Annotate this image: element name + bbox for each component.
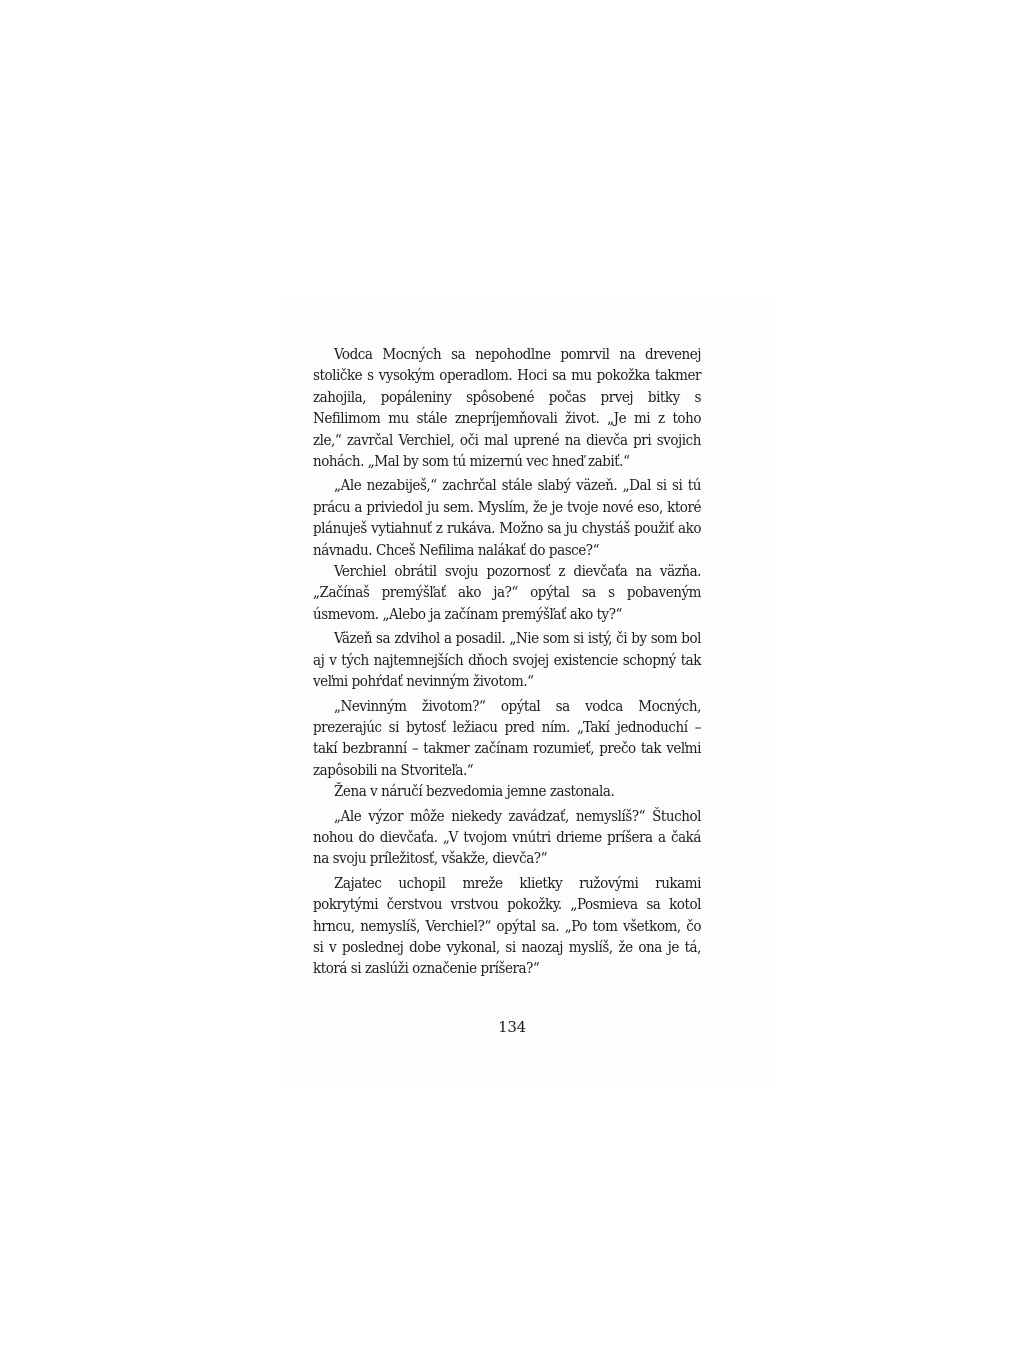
paragraph-4: Väzeň sa zdvihol a posadil. „Nie som si istý, či by som bol aj v tých najtemnejších dňoch svojej existencie schopný tak veľmi pohŕdať nevinným životom.“ (313, 629, 701, 691)
paragraph-3: Verchiel obrátil svoju pozornosť z dievčaťa na väzňa. „Začínaš premýšľať ako ja?“ opýtal sa s pobaveným úsmevom. „Alebo ja začínam premýšľať ako ty?“ (313, 562, 701, 623)
paragraph-7: „Ale výzor môže niekedy zavádzať, nemyslíš?“ Štuchol nohou do dievčaťa. „V tvojom vnútri drieme príšera a čaká na svoju príležitosť, všakže, dievča?“ (313, 806, 701, 868)
body-text (313, 344, 701, 980)
page-number: 134 (498, 1018, 526, 1036)
paragraph-6: Žena v náručí bezvedomia jemne zastonala. (334, 782, 615, 801)
paragraph-8: Zajatec uchopil mreže klietky ružovými rukami pokrytými čerstvou vrstvou pokožky. „Posmieva sa kotol hrncu, nemyslíš, Verchiel?“ opýtal sa. „Po tom všetkom, čo si v poslednej dobe vykonal, si naozaj myslíš, že ona je tá, ktorá si zaslúži označenie príšera?“ (313, 873, 701, 978)
paragraph-1: Vodca Mocných sa nepohodlne pomrvil na drevenej stoličke s vysokým operadlom. Hoci sa mu pokožka takmer zahojila, popáleniny spôsobené počas prvej bitky s Nefilimom mu stále znepríjemňovali život. „Je mi z toho zle,“ zavrčal Verchiel, oči mal uprené na dievča pri svojich nohách. „Mal by som tú mizernú vec hneď zabiť.“ (313, 345, 701, 471)
paragraph-2: „Ale nezabiješ,“ zachrčal stále slabý väzeň. „Dal si si tú prácu a priviedol ju sem. Myslím, že je tvoje nové eso, ktoré plánuješ vytiahnuť z rukáva. Možno sa ju chystáš použiť ako návnadu. Chceš Nefilima nalákať do pasce?“ (313, 476, 701, 559)
paragraph-5: „Nevinným životom?“ opýtal sa vodca Mocných, prezerajúc si bytosť ležiacu pred ním. „Takí jednoduchí – takí bezbranní – takmer začínam rozumieť, prečo tak veľmi zapôsobili na Stvoriteľa.“ (313, 696, 701, 779)
